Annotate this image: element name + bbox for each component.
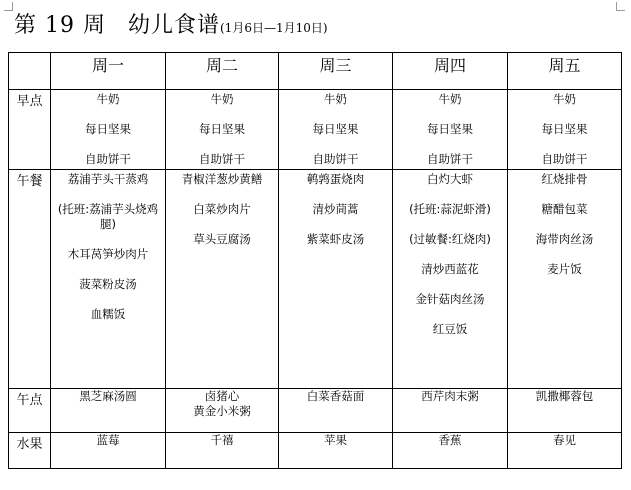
- dish-item: 金针菇肉丝汤: [415, 292, 485, 306]
- menu-cell-fruit-1: [51, 433, 166, 469]
- dish-item: 牛奶: [96, 92, 120, 106]
- menu-title: 幼儿食谱: [127, 13, 220, 38]
- meal-row-snack: [9, 389, 622, 433]
- day-header-thu: 周四: [393, 53, 508, 90]
- dish-item: 菠菜粉皮汤: [79, 277, 137, 291]
- page-corner-mark-left: [4, 2, 13, 11]
- dish-item: 蓝莓: [96, 433, 120, 447]
- dish-item: 青椒洋葱炒黄鳝: [181, 172, 263, 186]
- day-header-tue: 周二: [166, 53, 279, 90]
- menu-cell-breakfast-1: [51, 90, 166, 170]
- dish-item: 牛奶: [210, 92, 234, 106]
- menu-cell-fruit-5: [508, 433, 622, 469]
- dish-item: 糖醋包菜: [541, 202, 588, 216]
- dish-item: 苹果: [324, 433, 347, 447]
- menu-cell-breakfast-2: [166, 90, 279, 170]
- menu-cell-snack-1: [51, 389, 166, 433]
- dish-item: 清炒茼蒿: [312, 202, 359, 216]
- page-corner-mark-right: [616, 2, 625, 11]
- dish-item: 木耳莴笋炒肉片: [67, 247, 149, 261]
- dish-item: 凯撒椰蓉包: [535, 389, 594, 403]
- meal-row-breakfast: [9, 90, 622, 170]
- dish-item: 自助饼干: [427, 152, 473, 166]
- dish-item: 紫菜虾皮汤: [306, 232, 365, 246]
- dish-item: 白灼大虾: [427, 172, 473, 186]
- dish-item: 牛奶: [553, 92, 576, 106]
- dish-item: 每日坚果: [85, 122, 131, 136]
- dish-item: 白菜炒肉片: [193, 202, 251, 216]
- dish-item: 白菜香菇面: [306, 389, 365, 403]
- day-header-fri: 周五: [508, 53, 622, 90]
- dish-item: (托班:荔浦芋头烧鸡腿): [57, 202, 159, 231]
- dish-item: 草头豆腐汤: [193, 232, 251, 246]
- dish-item: 牛奶: [438, 92, 462, 106]
- dish-item: 每日坚果: [312, 122, 359, 136]
- menu-cell-breakfast-5: [508, 90, 622, 170]
- dish-item: 自助饼干: [85, 152, 131, 166]
- dish-item: 自助饼干: [312, 152, 359, 166]
- dish-item: 清炒西蓝花: [421, 262, 479, 276]
- menu-cell-fruit-2: [166, 433, 279, 469]
- menu-cell-breakfast-3: [279, 90, 393, 170]
- dish-item: 黄金小米粥: [193, 404, 251, 418]
- menu-cell-snack-3: [279, 389, 393, 433]
- meal-label: 早点: [9, 90, 51, 170]
- dish-item: (过敏餐:红烧肉): [409, 232, 491, 246]
- dish-item: 红豆饭: [432, 322, 468, 336]
- meal-label: 午点: [9, 389, 51, 433]
- week-number: 第 19 周: [14, 13, 106, 38]
- menu-cell-snack-5: [508, 389, 622, 433]
- menu-cell-lunch-5: [508, 170, 622, 389]
- menu-table: [8, 52, 622, 469]
- dish-item: 荔浦芋头干蒸鸡: [67, 172, 149, 186]
- menu-cell-lunch-4: [393, 170, 508, 389]
- dish-item: 自助饼干: [199, 152, 245, 166]
- menu-cell-lunch-1: [51, 170, 166, 389]
- dish-item: 海带肉丝汤: [535, 232, 594, 246]
- meal-row-fruit: [9, 433, 622, 469]
- dish-item: 卤猪心: [204, 389, 240, 403]
- meal-row-lunch: [9, 170, 622, 389]
- day-header-wed: 周三: [279, 53, 393, 90]
- dish-item: 血糯饭: [90, 307, 126, 321]
- day-header-mon: 周一: [51, 53, 166, 90]
- dish-item: 西芹肉末粥: [421, 389, 479, 403]
- page-title: [14, 8, 328, 39]
- menu-cell-lunch-2: [166, 170, 279, 389]
- dish-item: 每日坚果: [427, 122, 473, 136]
- dish-item: 春见: [553, 433, 576, 447]
- header-row: [9, 53, 622, 90]
- dish-item: (托班:蒜泥虾滑): [409, 202, 491, 216]
- dish-item: 鹌鹑蛋烧肉: [306, 172, 365, 186]
- date-range: (1月6日—1月10日): [220, 21, 328, 35]
- dish-item: 自助饼干: [541, 152, 588, 166]
- dish-item: 黑芝麻汤圆: [79, 389, 137, 403]
- menu-cell-breakfast-4: [393, 90, 508, 170]
- dish-item: 牛奶: [324, 92, 347, 106]
- meal-label: 午餐: [9, 170, 51, 389]
- corner-cell: [9, 53, 51, 90]
- dish-item: 每日坚果: [199, 122, 245, 136]
- menu-cell-snack-2: [166, 389, 279, 433]
- menu-cell-lunch-3: [279, 170, 393, 389]
- dish-item: 红烧排骨: [541, 172, 588, 186]
- dish-item: 麦片饭: [547, 262, 582, 276]
- dish-item: 千禧: [210, 433, 234, 447]
- menu-cell-fruit-3: [279, 433, 393, 469]
- dish-item: 香蕉: [438, 433, 462, 447]
- menu-cell-snack-4: [393, 389, 508, 433]
- menu-cell-fruit-4: [393, 433, 508, 469]
- meal-label: 水果: [9, 433, 51, 469]
- dish-item: 每日坚果: [541, 122, 588, 136]
